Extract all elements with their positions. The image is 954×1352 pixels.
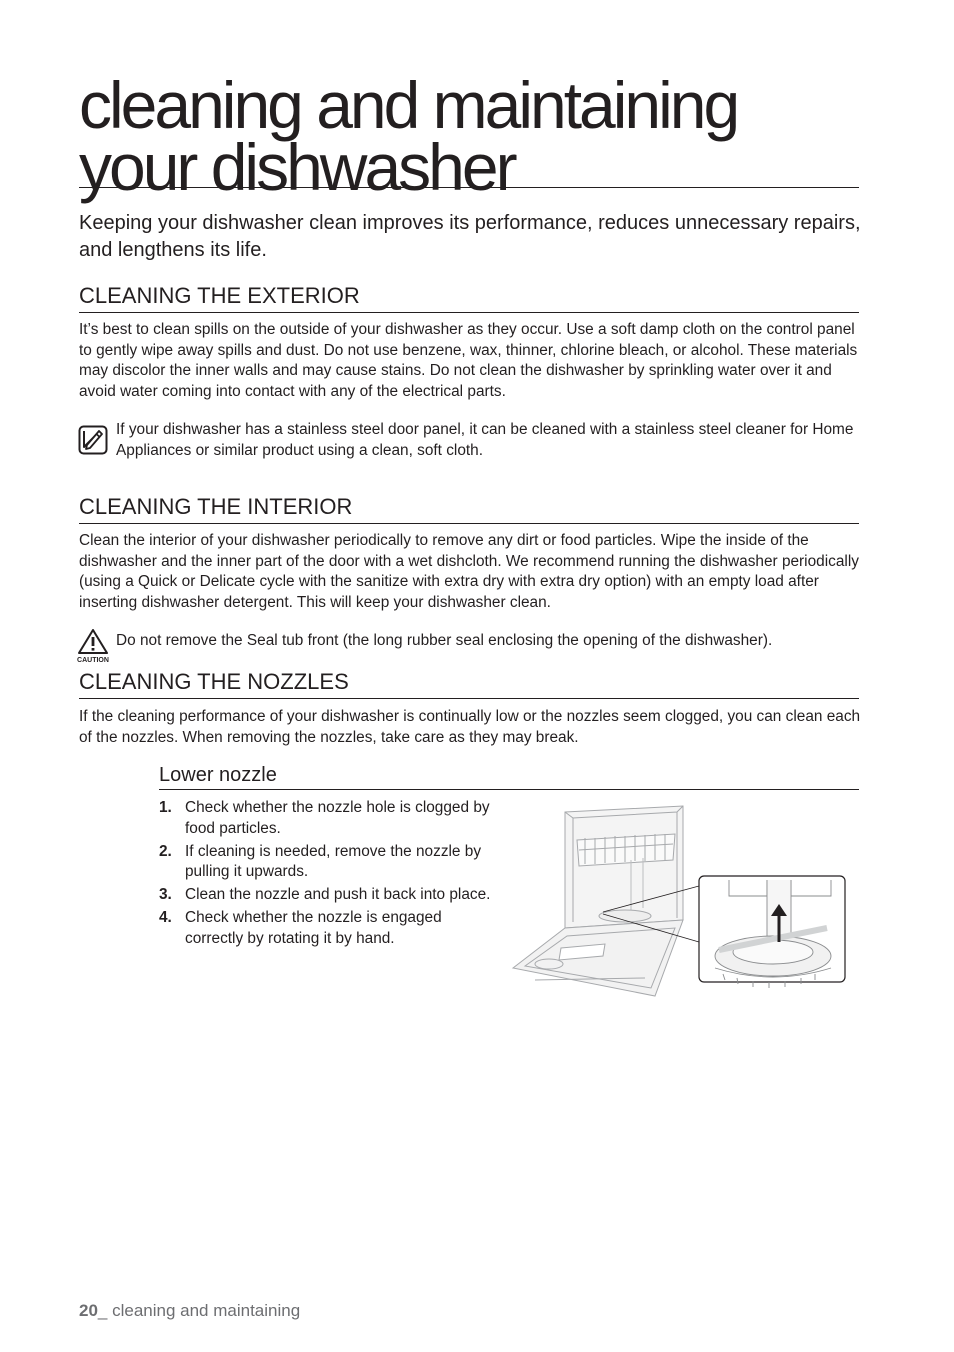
- list-item: [159, 798, 504, 839]
- lower-nozzle-heading: Lower nozzle: [159, 762, 859, 790]
- dishwasher-nozzle-illustration: [505, 800, 855, 1016]
- step-number: 2.: [159, 842, 172, 860]
- step-number: 3.: [159, 886, 172, 903]
- page-number: 20: [79, 1301, 98, 1320]
- intro-paragraph: Keeping your dishwasher clean improves its performance, reduces unnecessary repairs, and lengthens its life.: [79, 212, 861, 261]
- caution-triangle-icon: [74, 627, 112, 665]
- list-item: [159, 885, 504, 906]
- step-number: 1.: [159, 799, 172, 816]
- section-heading-exterior: CLEANING THE EXTERIOR: [79, 283, 859, 313]
- nozzles-body: If the cleaning performance of your dishwasher is continually low or the nozzles seem clogged, you can clean each of the nozzles. When removing the nozzles, take care as they may break.: [79, 708, 861, 746]
- caution-label: CAUTION: [77, 657, 109, 664]
- exterior-body: It’s best to clean spills on the outside of your dishwasher as they occur. Use a soft damp cloth on the control panel to gently wipe away spills and dust. Do not use benzene, wax, thinner, chlorine bleach, or alcohol. These materials may discolor the inner walls and may cause stains. Do not clean the dishwasher by sprinkling water over it and avoid water coming into contact with any of the electrical parts.: [79, 321, 858, 400]
- step-text: Clean the nozzle and push it back into place.: [185, 886, 491, 903]
- step-text: If cleaning is needed, remove the nozzle by pulling it upwards.: [185, 842, 482, 880]
- interior-caution: Do not remove the Seal tub front (the long rubber seal enclosing the opening of the dishwasher).: [116, 632, 773, 649]
- title-rule: [79, 187, 859, 188]
- section-heading-interior: CLEANING THE INTERIOR: [79, 494, 859, 524]
- lower-nozzle-steps: [159, 798, 504, 952]
- list-item: [159, 842, 504, 883]
- list-item: [159, 908, 504, 949]
- exterior-note: If your dishwasher has a stainless steel door panel, it can be cleaned with a stainless steel cleaner for Home Appliances or similar product using a clean, soft cloth.: [116, 421, 854, 459]
- step-text: Check whether the nozzle is engaged correctly by rotating it by hand.: [185, 909, 442, 947]
- interior-body: Clean the interior of your dishwasher periodically to remove any dirt or food particles. Wipe the inside of the dishwasher and the inner part of the door with a wet dishcloth. We recommend running the dishwasher periodically (using a Quick or Delicate cycle with the sanitize with extra dry with extra dry option) with an empty load after inserting dishwasher detergent. This will keep your dishwasher clean.: [79, 532, 859, 611]
- page-footer: [79, 1299, 300, 1323]
- step-text: Check whether the nozzle hole is clogged by food particles.: [185, 799, 490, 837]
- section-heading-nozzles: CLEANING THE NOZZLES: [79, 669, 859, 699]
- page-title: cleaning and maintaining your dishwasher: [79, 68, 738, 204]
- note-pencil-icon: [78, 425, 108, 455]
- footer-section: _ cleaning and maintaining: [97, 1301, 301, 1320]
- step-number: 4.: [159, 909, 172, 926]
